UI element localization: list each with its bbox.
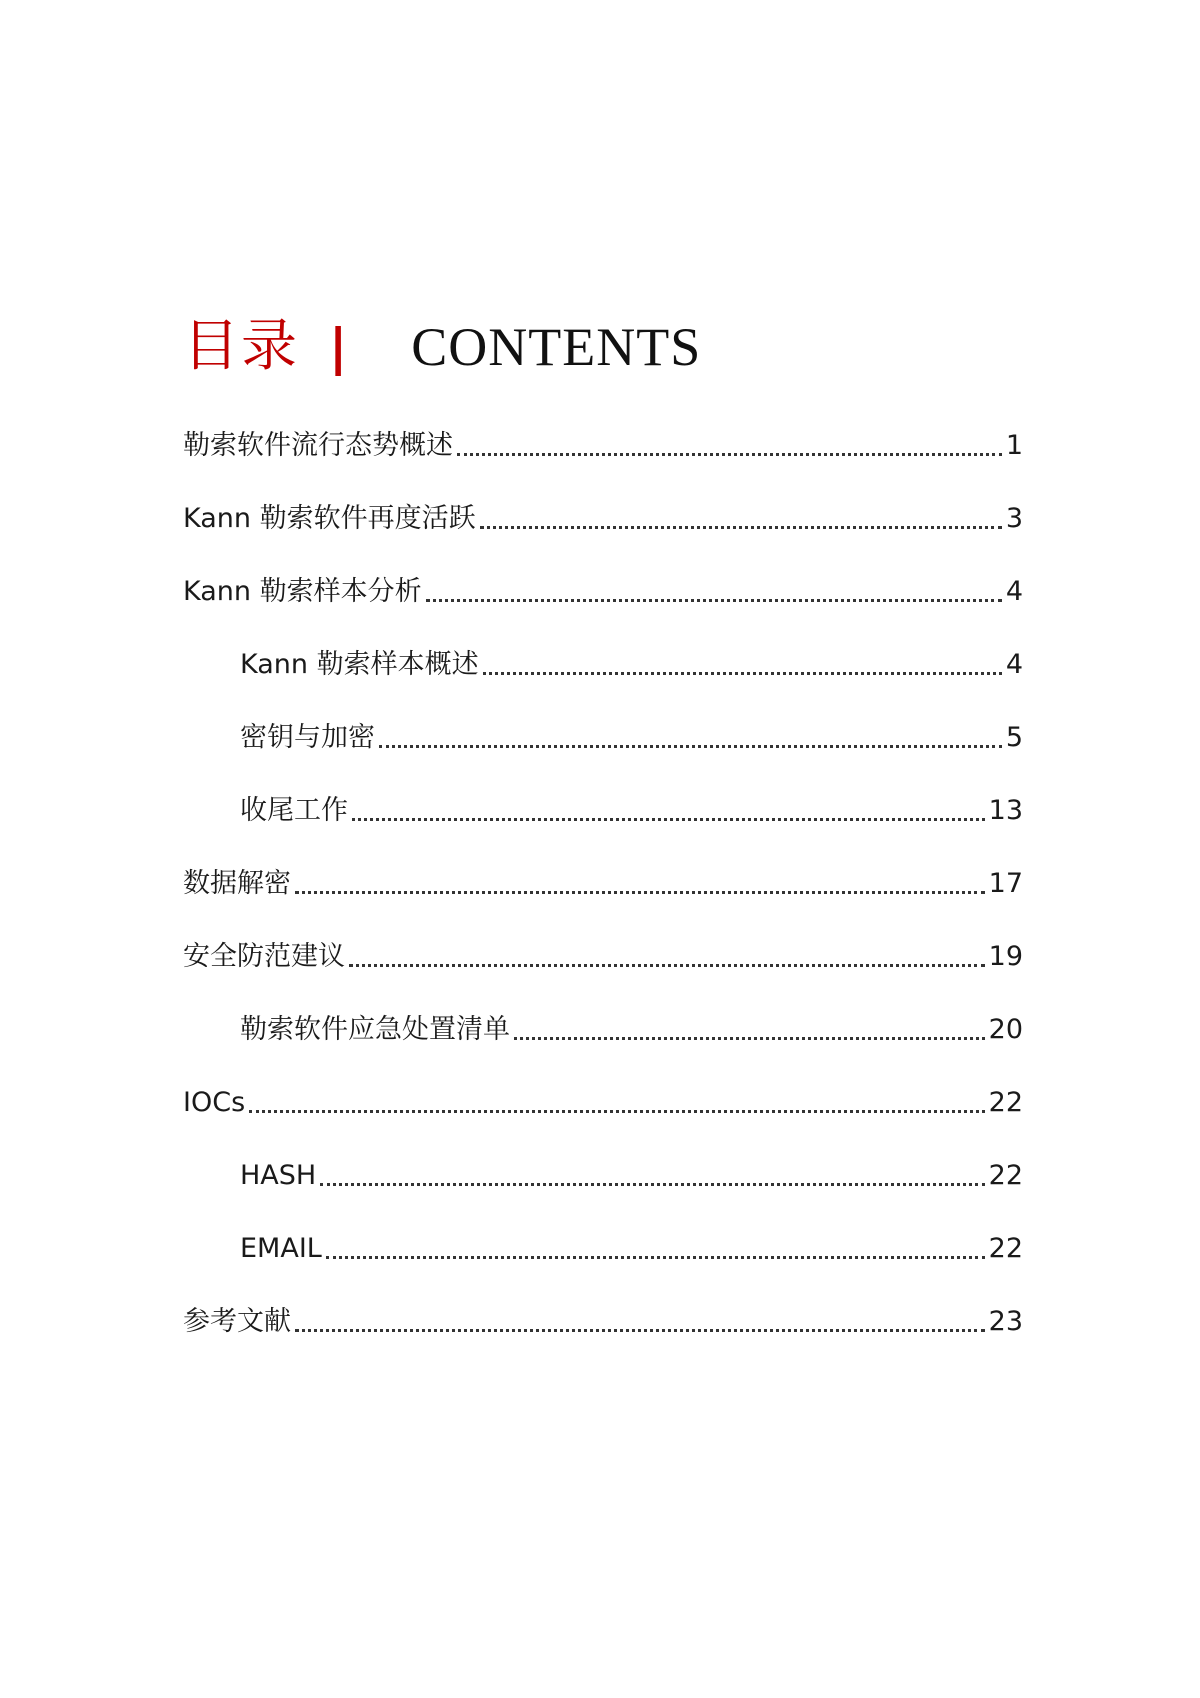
toc-entry-page: 5 <box>1005 722 1023 753</box>
toc-entry-title: Kann 勒索样本分析 <box>183 576 422 607</box>
toc-entry[interactable] <box>183 1299 1023 1339</box>
toc-entry-page: 22 <box>988 1087 1023 1118</box>
toc-dot-leader <box>352 817 985 821</box>
toc-entry-page: 4 <box>1005 576 1023 607</box>
toc-heading-english: CONTENTS <box>411 317 702 377</box>
toc-entry-title: Kann 勒索样本概述 <box>240 649 479 680</box>
toc-entry-title: EMAIL <box>240 1233 322 1264</box>
toc-entry-title: 参考文献 <box>183 1306 291 1337</box>
toc-entry[interactable] <box>240 788 1023 828</box>
toc-dot-leader <box>426 598 1002 602</box>
toc-dot-leader <box>457 452 1002 456</box>
toc-dot-leader <box>326 1255 985 1259</box>
toc-entry[interactable] <box>240 715 1023 755</box>
toc-entry-page: 4 <box>1005 649 1023 680</box>
toc-entry-title: IOCs <box>183 1087 246 1118</box>
toc-entry-page: 1 <box>1005 430 1023 461</box>
toc-entry[interactable] <box>240 642 1023 682</box>
toc-dot-leader <box>320 1182 984 1186</box>
toc-entry[interactable] <box>240 1007 1023 1047</box>
toc-dot-leader <box>480 525 1002 529</box>
toc-entry-page: 22 <box>988 1233 1023 1264</box>
toc-entry-page: 17 <box>988 868 1023 899</box>
toc-entry-title: Kann 勒索软件再度活跃 <box>183 503 476 534</box>
toc-entry-title: 安全防范建议 <box>183 941 345 972</box>
toc-dot-leader <box>295 1328 985 1332</box>
toc-entry[interactable] <box>183 1080 1023 1120</box>
toc-heading-separator: | <box>329 318 348 376</box>
toc-entry-page: 3 <box>1005 503 1023 534</box>
toc-entry-page: 19 <box>988 941 1023 972</box>
toc-entry-page: 20 <box>988 1014 1023 1045</box>
toc-entry[interactable] <box>240 1153 1023 1193</box>
toc-entry[interactable] <box>183 934 1023 974</box>
toc-entry[interactable] <box>183 861 1023 901</box>
toc-entry-page: 23 <box>988 1306 1023 1337</box>
toc-entry-page: 22 <box>988 1160 1023 1191</box>
toc-entry-title: 收尾工作 <box>240 795 348 826</box>
toc-heading <box>183 312 701 382</box>
toc-entry-page: 13 <box>988 795 1023 826</box>
toc-dot-leader <box>349 963 985 967</box>
toc-entry-title: 密钥与加密 <box>240 722 375 753</box>
toc-entry[interactable] <box>240 1226 1023 1266</box>
toc-entry[interactable] <box>183 423 1023 463</box>
toc-dot-leader <box>514 1036 985 1040</box>
toc-dot-leader <box>295 890 985 894</box>
toc-entry-title: 勒索软件流行态势概述 <box>183 430 453 461</box>
toc-entry-title: HASH <box>240 1160 317 1191</box>
toc-heading-chinese: 目录 <box>183 314 299 379</box>
toc-dot-leader <box>249 1109 985 1113</box>
toc-dot-leader <box>483 671 1002 675</box>
toc-dot-leader <box>379 744 1002 748</box>
toc-entry-title: 勒索软件应急处置清单 <box>240 1014 510 1045</box>
toc-entry-title: 数据解密 <box>183 868 291 899</box>
toc-entry[interactable] <box>183 496 1023 536</box>
toc-entry[interactable] <box>183 569 1023 609</box>
